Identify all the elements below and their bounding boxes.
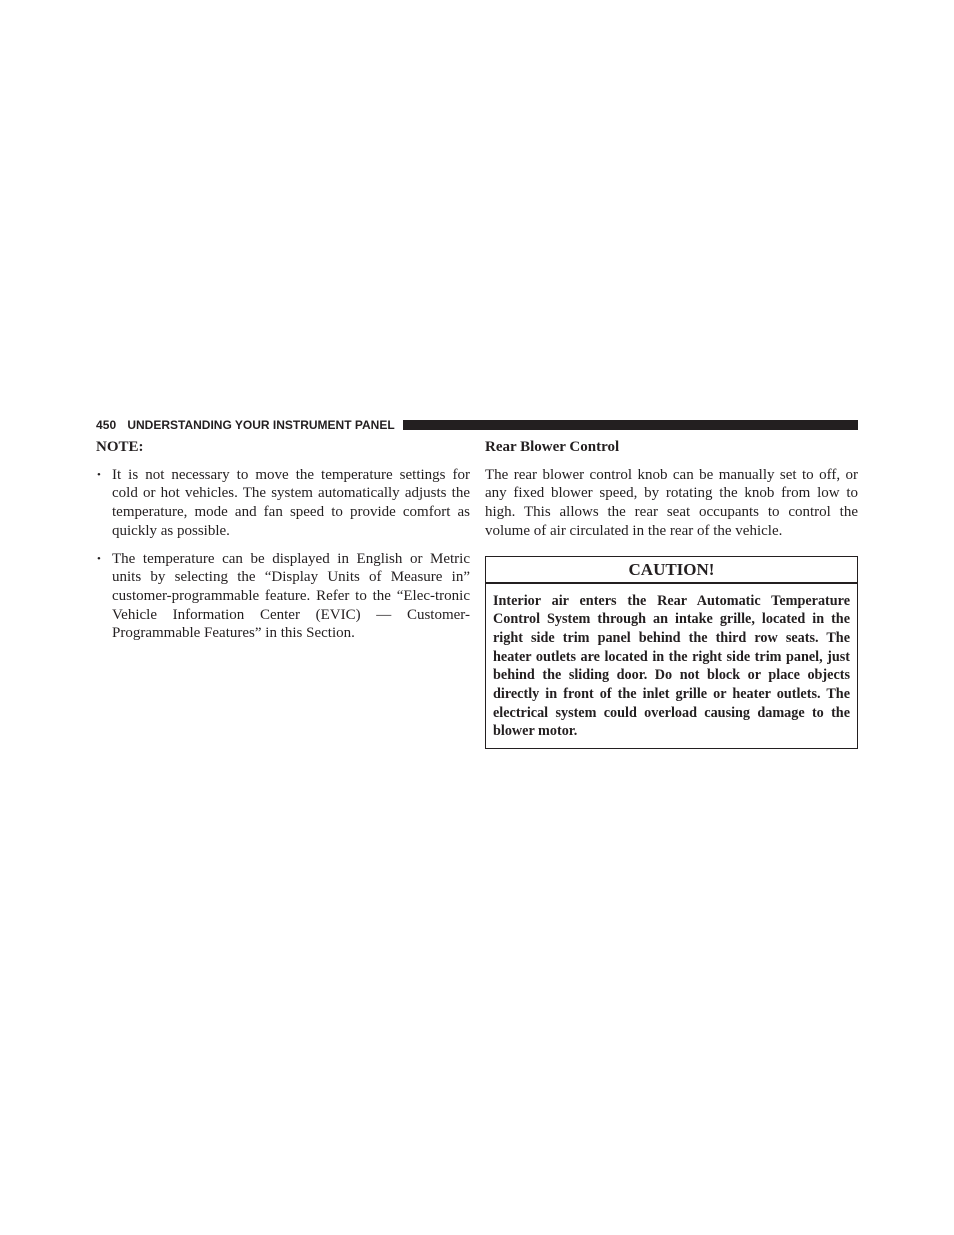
caution-box <box>485 556 858 750</box>
caution-title: CAUTION! <box>486 557 857 584</box>
note-bullet-text: The temperature can be displayed in English or Metric units by selecting the “Display Units of Measure in” customer-programmable feature. Refer to the “Elec-tronic Vehicle Information Center (EVIC) — Customer-Programmable Features” in this Section. <box>112 550 470 642</box>
note-bullet-item <box>96 466 470 541</box>
note-bullet-list <box>96 466 470 643</box>
note-bullet-text: It is not necessary to move the temperature settings for cold or hot vehicles. The system automatically adjusts the temperature, mode and fan speed to provide comfort as quickly as possible. <box>112 466 470 539</box>
section-title: UNDERSTANDING YOUR INSTRUMENT PANEL <box>127 418 395 432</box>
bullet-icon: • <box>97 468 101 481</box>
right-column <box>485 438 858 749</box>
page-number: 450 <box>96 418 117 432</box>
rear-blower-heading: Rear Blower Control <box>485 439 620 455</box>
note-bullet-item <box>96 550 470 644</box>
left-column <box>96 438 470 652</box>
header-rule <box>403 420 858 430</box>
note-heading: NOTE: <box>96 439 144 455</box>
page-header <box>96 418 858 432</box>
caution-text: Interior air enters the Rear Automatic Temperature Control System through an intake grille, located in the right side trim panel behind the third row seats. The heater outlets are located in the right side trim panel, just behind the sliding door. Do not block or place objects directly in front of the inlet grille or heater outlets. The electrical system could overload causing damage to the blower motor. <box>493 592 850 740</box>
rear-blower-paragraph: The rear blower control knob can be manually set to off, or any fixed blower speed, by rotating the knob from low to high. This allows the rear seat occupants to control the volume of air circulated in the rear of the vehicle. <box>485 466 858 539</box>
bullet-icon: • <box>97 552 101 565</box>
